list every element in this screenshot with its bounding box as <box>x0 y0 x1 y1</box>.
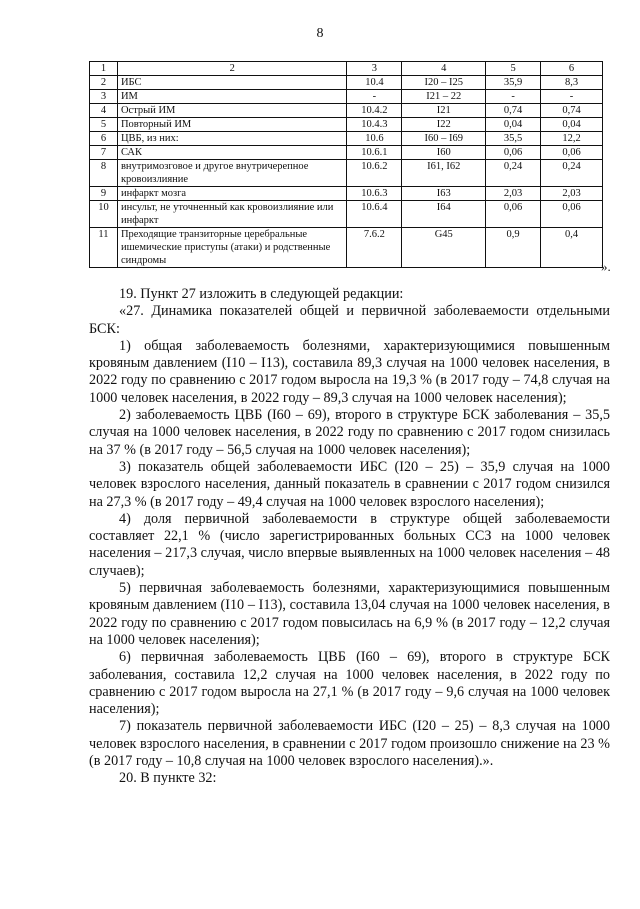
row-code: 10.4.2 <box>347 104 402 118</box>
row-value-primary: 0,04 <box>541 118 603 132</box>
row-number: 6 <box>90 132 118 146</box>
row-value-primary: 0,06 <box>541 201 603 228</box>
row-number: 8 <box>90 160 118 187</box>
row-name: Повторный ИМ <box>117 118 347 132</box>
row-value-general: 0,74 <box>486 104 541 118</box>
row-icd: I64 <box>402 201 486 228</box>
row-number: 11 <box>90 228 118 268</box>
row-icd: I21 <box>402 104 486 118</box>
table-header-cell: 4 <box>402 62 486 76</box>
table-header-cell: 5 <box>486 62 541 76</box>
row-code: - <box>347 90 402 104</box>
row-value-primary: 0,24 <box>541 160 603 187</box>
table-row <box>90 132 603 146</box>
row-number: 7 <box>90 146 118 160</box>
row-icd: I22 <box>402 118 486 132</box>
row-value-primary: 0,4 <box>541 228 603 268</box>
row-icd: G45 <box>402 228 486 268</box>
row-name: Острый ИМ <box>117 104 347 118</box>
row-value-general: 0,06 <box>486 146 541 160</box>
row-code: 10.4 <box>347 76 402 90</box>
row-value-primary: 0,74 <box>541 104 603 118</box>
table-header-row <box>90 62 603 76</box>
paragraph: 2) заболеваемость ЦВБ (I60 – 69), второго в структуре БСК заболевания – 35,5 случая на 1000 человек населения, в 2022 году по сравнению с 2017 годом снизилась на 37 % (в 2017 году – 56,5 случая на 1000 человек населения); <box>89 407 610 458</box>
row-icd: I63 <box>402 187 486 201</box>
row-value-general: 35,5 <box>486 132 541 146</box>
paragraph: 7) показатель первичной заболеваемости ИБС (I20 – 25) – 8,3 случая на 1000 человек взрослого населения, в сравнении с 2017 годом произошло снижение на 23 % (в 2017 году – 10,8 случая на 1000 человек взрослого населения).». <box>89 718 610 770</box>
row-value-general: - <box>486 90 541 104</box>
paragraph: 5) первичная заболеваемость болезнями, характеризующимися повышенным кровяным давлением (I10 – I13), составила 13,04 случая на 1000 человек населения, в 2022 году по сравнению с 2017 годом повысилась на 6,9 % (в 2017 году – 12,2 случая на 1000 человек населения); <box>89 580 610 648</box>
table-row <box>90 104 603 118</box>
paragraph: 4) доля первичной заболеваемости в структуре общей заболеваемости составляет 22,1 % (число зарегистрированных больных ССЗ на 1000 человек населения – 217,3 случая, число впервые выявленных на 1000 человек населения – 48 случаев); <box>89 510 610 579</box>
paragraph: 19. Пункт 27 изложить в следующей редакции: <box>119 286 404 302</box>
table-header-cell: 6 <box>541 62 603 76</box>
row-name: инсульт, не уточненный как кровоизлияние или инфаркт <box>117 201 347 228</box>
row-value-primary: - <box>541 90 603 104</box>
row-value-general: 0,04 <box>486 118 541 132</box>
row-number: 3 <box>90 90 118 104</box>
row-code: 10.6.2 <box>347 160 402 187</box>
row-value-general: 35,9 <box>486 76 541 90</box>
paragraph: «27. Динамика показателей общей и первичной заболеваемости отдельными БСК: <box>89 303 610 337</box>
row-code: 10.6 <box>347 132 402 146</box>
table-row <box>90 146 603 160</box>
row-name: ЦВБ, из них: <box>117 132 347 146</box>
row-number: 4 <box>90 104 118 118</box>
table-header-cell: 2 <box>117 62 347 76</box>
row-code: 10.6.1 <box>347 146 402 160</box>
row-name: внутримозговое и другое внутричерепное кровоизлияние <box>117 160 347 187</box>
table-header-cell: 1 <box>90 62 118 76</box>
row-name: Преходящие транзиторные церебральные ишемические приступы (атаки) и родственные синдромы <box>117 228 347 268</box>
row-icd: I21 – 22 <box>402 90 486 104</box>
row-value-general: 2,03 <box>486 187 541 201</box>
paragraph: 6) первичная заболеваемость ЦВБ (I60 – 69), второго в структуре БСК заболевания, составила 12,2 случая на 1000 человек населения, в 2022 году по сравнению с 2017 годом выросла на 27,1 % (в 2017 году – 9,6 случая на 1000 человек населения); <box>89 649 610 718</box>
paragraph: 3) показатель общей заболеваемости ИБС (I20 – 25) – 35,9 случая на 1000 человек взрослого населения, данный показатель в сравнении с 2017 годом снизился на 27,3 % (в 2017 году – 49,4 случая на 1000 человек взрослого населения); <box>89 458 610 510</box>
row-code: 10.6.3 <box>347 187 402 201</box>
row-name: ИМ <box>117 90 347 104</box>
row-value-primary: 12,2 <box>541 132 603 146</box>
paragraph: 1) общая заболеваемость болезнями, характеризующимися повышенным кровяным давлением (I10 – I13), составила 89,3 случая на 1000 человек населения, в 2022 году по сравнению с 2017 годом выросла на 19,3 % (в 2017 году – 74,8 случая на 1000 человек населения, в 2022 году – 89,3 случая на 1000 человек населения); <box>89 337 610 406</box>
row-name: ИБС <box>117 76 347 90</box>
table-row <box>90 76 603 90</box>
row-icd: I60 <box>402 146 486 160</box>
document-body <box>89 286 610 788</box>
row-number: 9 <box>90 187 118 201</box>
row-value-primary: 0,06 <box>541 146 603 160</box>
table-row <box>90 187 603 201</box>
row-icd: I60 – I69 <box>402 132 486 146</box>
row-name: инфаркт мозга <box>117 187 347 201</box>
row-value-general: 0,9 <box>486 228 541 268</box>
table-row <box>90 160 603 187</box>
row-icd: I20 – I25 <box>402 76 486 90</box>
row-number: 5 <box>90 118 118 132</box>
row-icd: I61, I62 <box>402 160 486 187</box>
table-row <box>90 90 603 104</box>
table-row <box>90 201 603 228</box>
table-row <box>90 228 603 268</box>
row-value-general: 0,06 <box>486 201 541 228</box>
row-name: САК <box>117 146 347 160</box>
disease-table <box>89 61 603 268</box>
row-value-general: 0,24 <box>486 160 541 187</box>
row-value-primary: 2,03 <box>541 187 603 201</box>
row-number: 10 <box>90 201 118 228</box>
table-closing-quote: ». <box>601 259 611 274</box>
paragraph: 20. В пункте 32: <box>119 770 217 787</box>
page-number: 8 <box>316 26 324 41</box>
table-row <box>90 118 603 132</box>
row-code: 7.6.2 <box>347 228 402 268</box>
row-code: 10.6.4 <box>347 201 402 228</box>
row-code: 10.4.3 <box>347 118 402 132</box>
row-value-primary: 8,3 <box>541 76 603 90</box>
table-header-cell: 3 <box>347 62 402 76</box>
row-number: 2 <box>90 76 118 90</box>
